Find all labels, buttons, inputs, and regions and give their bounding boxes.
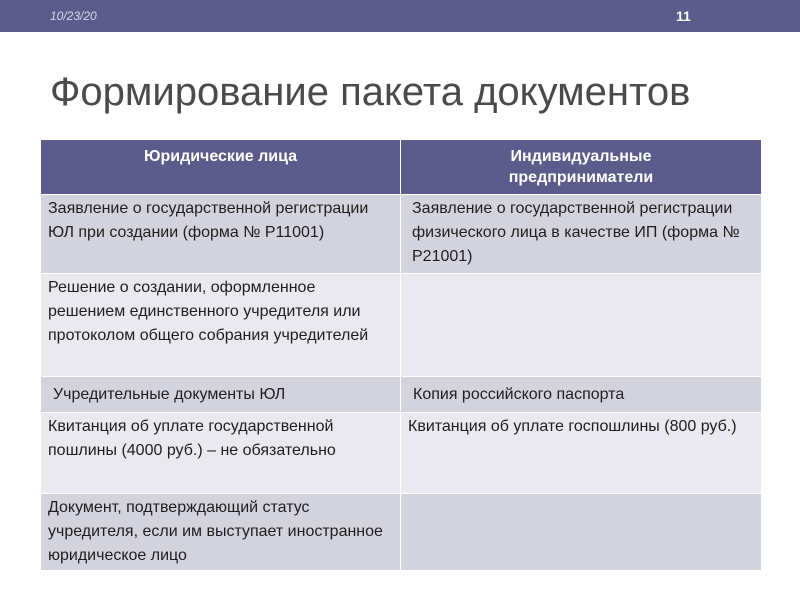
table-cell: [401, 274, 762, 377]
table-row: [41, 195, 762, 274]
header-individual-entrepreneurs: Индивидуальные предприниматели: [401, 140, 762, 195]
documents-table: [40, 139, 762, 571]
table-cell: Заявление о государственной регистрации физического лица в качестве ИП (форма № Р21001): [401, 195, 762, 274]
header-legal-entities: Юридические лица: [41, 140, 401, 195]
table-cell: Решение о создании, оформленное решением единственного учредителя или протоколом общего собрания учредителей: [41, 274, 401, 377]
table-cell: Квитанция об уплате государственной пошлины (4000 руб.) – не обязательно: [41, 413, 401, 494]
table-cell: Учредительные документы ЮЛ: [41, 377, 401, 413]
table-cell: [401, 494, 762, 571]
slide-number: 11: [676, 8, 691, 24]
table-cell: Заявление о государственной регистрации ЮЛ при создании (форма № Р11001): [41, 195, 401, 274]
table-row: [41, 494, 762, 571]
header-bar: [0, 0, 800, 32]
table-header-row: [41, 140, 762, 195]
table-row: [41, 413, 762, 494]
table-row: [41, 377, 762, 413]
table-cell: Копия российского паспорта: [401, 377, 762, 413]
slide-title: Формирование пакета документов: [50, 70, 691, 114]
table-cell: Квитанция об уплате госпошлины (800 руб.): [401, 413, 762, 494]
table-row: [41, 274, 762, 377]
slide-date: 10/23/20: [50, 9, 97, 23]
table-cell: Документ, подтверждающий статус учредителя, если им выступает иностранное юридическое лицо: [41, 494, 401, 571]
